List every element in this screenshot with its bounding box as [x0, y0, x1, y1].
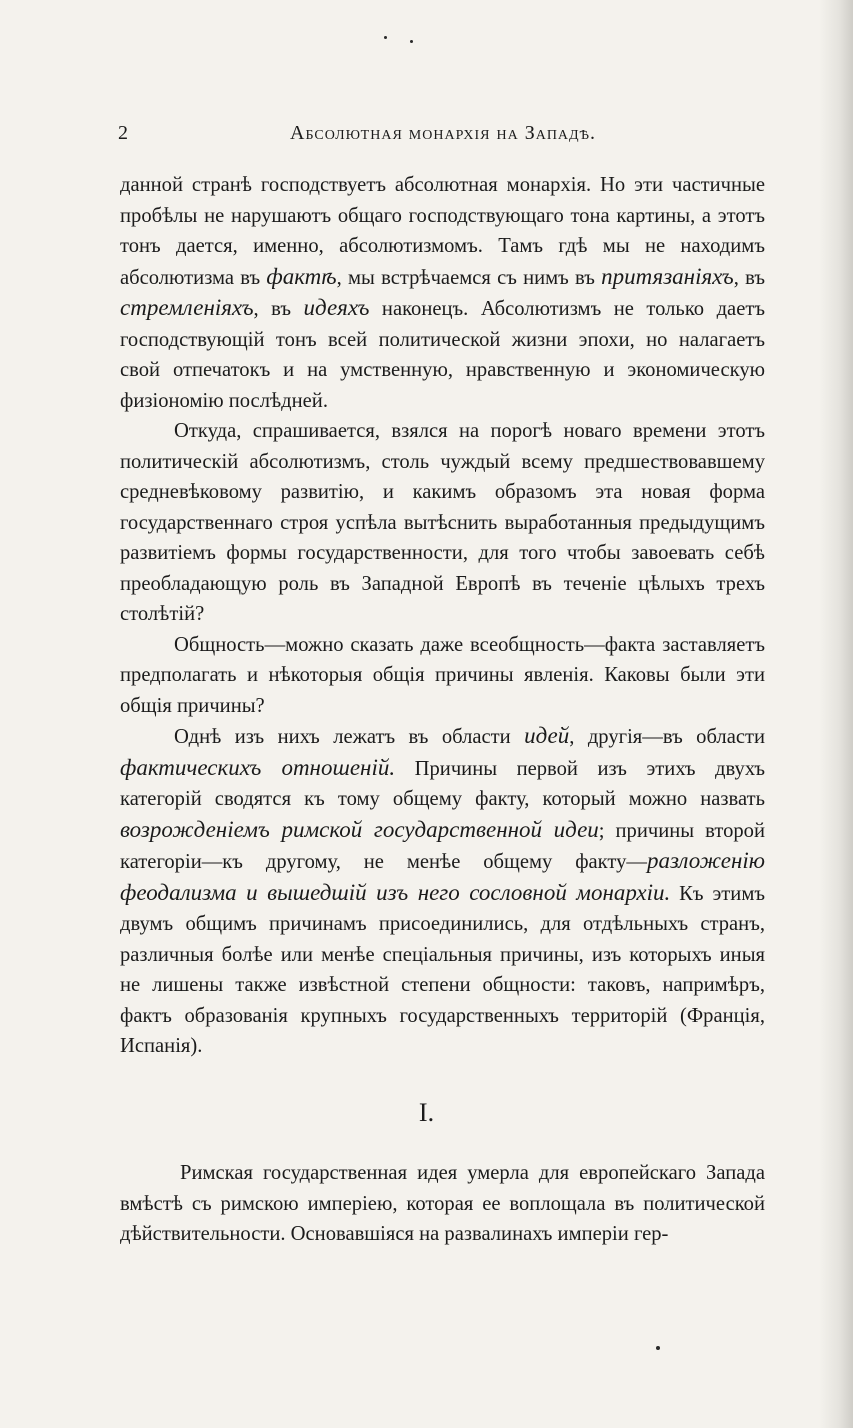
- text-run: , другія—въ области: [569, 726, 765, 748]
- text-run: Римская государственная идея умерла для европейскаго Запада вмѣстѣ съ римскою имперіею, которая ее воплощала въ политической дѣйствительности. Основавшіяся на развалинахъ имперіи гер-: [120, 1162, 765, 1245]
- paragraph: [120, 630, 765, 722]
- emphasized-text: возрожденіемъ римской государственной идеи: [120, 816, 599, 842]
- emphasized-text: фактическихъ отношеній.: [120, 754, 396, 780]
- page-number: 2: [118, 122, 128, 144]
- text-run: Общность—можно сказать даже всеобщность—факта заставляетъ предполагать и нѣкоторыя общія причины явленія. Каковы были эти общія причины?: [120, 633, 765, 717]
- paragraph: [120, 170, 765, 416]
- section-number: I.: [418, 1098, 435, 1127]
- page-header: [118, 122, 768, 152]
- text-run: Къ этимъ двумъ общимъ причинамъ присоединились, для отдѣльныхъ странъ, различныя болѣе или менѣе спеціальныя причины, изъ которыхъ иныя не лишены также извѣстной степени общности: таковъ, напримѣръ, фактъ образованія крупныхъ государственныхъ территорій (Франція, Испанія).: [120, 882, 765, 1057]
- emphasized-text: притязаніяхъ: [601, 263, 734, 289]
- main-text: [120, 170, 765, 1062]
- text-run: , мы встрѣчаемся съ нимъ въ: [336, 266, 602, 289]
- paragraph: [120, 1158, 765, 1250]
- paragraph: [120, 721, 765, 1062]
- print-speck: [410, 40, 413, 43]
- section-text: [120, 1158, 765, 1250]
- text-run: , въ: [253, 298, 304, 320]
- print-speck: [656, 1346, 660, 1350]
- page-edge-shadow: [819, 0, 853, 1428]
- paragraph: [120, 416, 765, 630]
- print-speck: [384, 36, 387, 39]
- text-run: наконецъ. Абсолютизмъ не только даетъ господствующій тонъ всей политической жизни эпохи, но налагаетъ свой отпечатокъ и на умственную, нравственную и экономическую физіономію послѣдней.: [120, 298, 765, 412]
- text-run: ; причины второй категоріи—къ другому, не менѣе общему факту—: [120, 819, 765, 873]
- emphasized-text: стремленіяхъ: [120, 295, 254, 320]
- text-run: Откуда, спрашивается, взялся на порогѣ новаго времени этотъ политическій абсолютизмъ, столь чуждый всему предшествовавшему средневѣковому развитію, и какимъ образомъ эта новая форма государственнаго строя успѣла вытѣснить выработанныя предыдущимъ развитіемъ формы государственности, для того чтобы завоевать себѣ преобладающую роль въ Западной Европѣ въ теченіе цѣлыхъ трехъ столѣтій?: [120, 420, 765, 625]
- text-run: , въ: [733, 266, 765, 289]
- text-run: Причины первой изъ этихъ двухъ категорій сводятся къ тому общему факту, который можно назвать: [120, 757, 765, 810]
- emphasized-text: разложенію феодализма и вышедшій изъ него сословной монархіи.: [120, 848, 765, 905]
- running-title: Абсолютная монархія на Западѣ.: [290, 122, 596, 144]
- emphasized-text: идей: [524, 723, 570, 748]
- emphasized-text: фактѣ: [266, 263, 337, 289]
- text-run: Однѣ изъ нихъ лежатъ въ области: [174, 726, 525, 748]
- emphasized-text: идеяхъ: [303, 295, 370, 320]
- text-run: данной странѣ господствуетъ абсолютная монархія. Но эти частичные пробѣлы не нарушаютъ общаго господствующаго тона картины, а этотъ тонъ дается, именно, абсолютизмомъ. Тамъ гдѣ мы не находимъ абсолютизма въ: [120, 174, 765, 289]
